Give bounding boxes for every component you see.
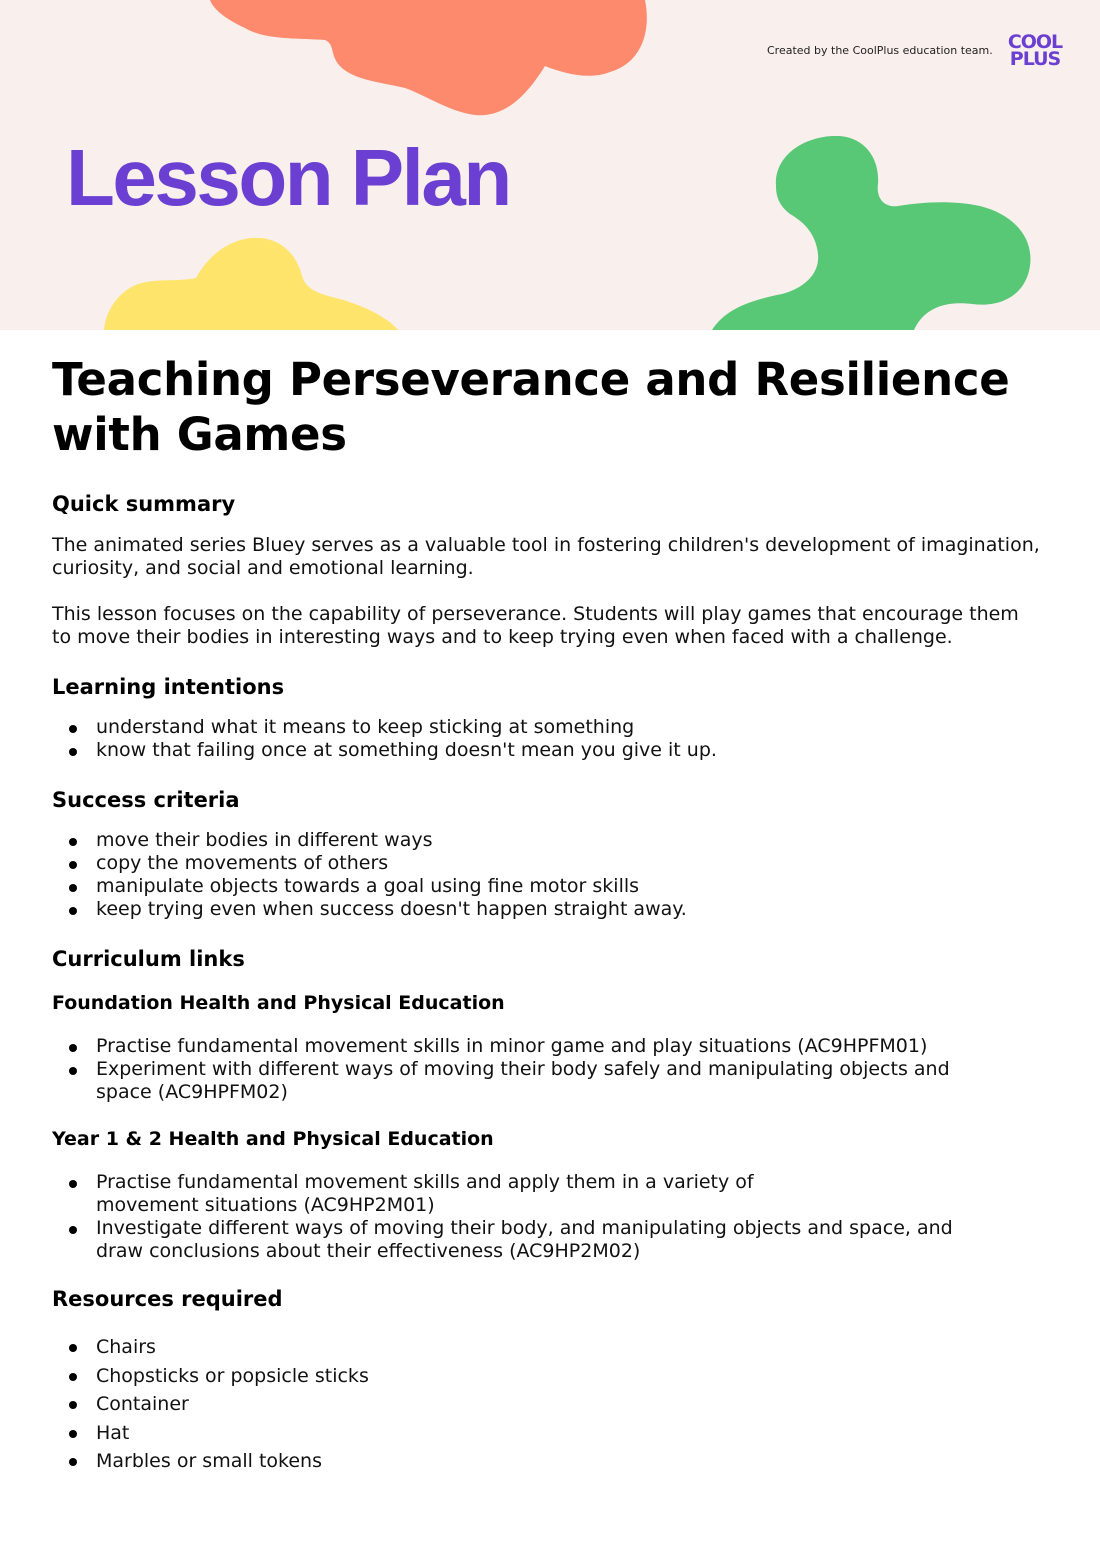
summary-paragraph-1: The animated series Bluey serves as a valuable tool in fostering children's development of imagination, curiosity, and social and emotional learning. bbox=[52, 534, 1040, 579]
main-content bbox=[52, 352, 1042, 1476]
success-criteria-heading: Success criteria bbox=[52, 788, 240, 812]
quick-summary-heading: Quick summary bbox=[52, 492, 236, 516]
logo-line-plus: PLUS bbox=[1009, 48, 1061, 70]
header-banner bbox=[0, 0, 1100, 330]
list-item: Practise fundamental movement skills and apply them in a variety of movement situations (AC9HP2M01) bbox=[52, 1171, 862, 1217]
year-1-2-heading: Year 1 & 2 Health and Physical Education bbox=[52, 1128, 494, 1150]
yellow-blob bbox=[100, 236, 400, 330]
resources-heading: Resources required bbox=[52, 1287, 283, 1311]
list-item: Investigate different ways of moving their body, and manipulating objects and space, and draw conclusions about their effectiveness (AC9HP2M02) bbox=[52, 1217, 996, 1263]
credit-text: Created by the CoolPlus education team. bbox=[767, 44, 993, 57]
list-item: Practise fundamental movement skills in minor game and play situations (AC9HPFM01) bbox=[52, 1035, 952, 1058]
coral-blob bbox=[205, 0, 655, 120]
coolplus-logo bbox=[1003, 31, 1067, 70]
lesson-plan-heading: Lesson Plan bbox=[66, 133, 510, 222]
resources-list bbox=[52, 1333, 1042, 1476]
foundation-heading: Foundation Health and Physical Education bbox=[52, 992, 505, 1014]
logo-line-cool: COOL bbox=[1007, 31, 1063, 53]
list-item: Marbles or small tokens bbox=[52, 1447, 1042, 1476]
success-criteria-list bbox=[52, 829, 1042, 921]
list-item: Container bbox=[52, 1390, 1042, 1419]
foundation-list bbox=[52, 1035, 952, 1104]
list-item: keep trying even when success doesn't happen straight away. bbox=[52, 898, 1042, 921]
list-item: move their bodies in different ways bbox=[52, 829, 1042, 852]
list-item: Chairs bbox=[52, 1333, 1042, 1362]
learning-intentions-heading: Learning intentions bbox=[52, 675, 285, 699]
curriculum-links-heading: Curriculum links bbox=[52, 947, 245, 971]
year-1-2-list bbox=[52, 1171, 953, 1263]
page-title: Teaching Perseverance and Resilience with Games bbox=[52, 353, 1010, 461]
list-item: know that failing once at something doesn't mean you give it up. bbox=[52, 739, 1042, 762]
list-item: Experiment with different ways of moving their body safely and manipulating objects and space (AC9HPFM02) bbox=[52, 1058, 952, 1104]
list-item: copy the movements of others bbox=[52, 852, 1042, 875]
list-item: manipulate objects towards a goal using fine motor skills bbox=[52, 875, 1042, 898]
list-item: Hat bbox=[52, 1419, 1042, 1448]
list-item: Chopsticks or popsicle sticks bbox=[52, 1362, 1042, 1391]
learning-intentions-list bbox=[52, 716, 1042, 762]
list-item: understand what it means to keep sticking at something bbox=[52, 716, 1042, 739]
green-blob bbox=[708, 136, 1038, 330]
summary-paragraph-2: This lesson focuses on the capability of perseverance. Students will play games that encourage them to move their bodies in interesting ways and to keep trying even when faced with a challenge. bbox=[52, 603, 1019, 648]
